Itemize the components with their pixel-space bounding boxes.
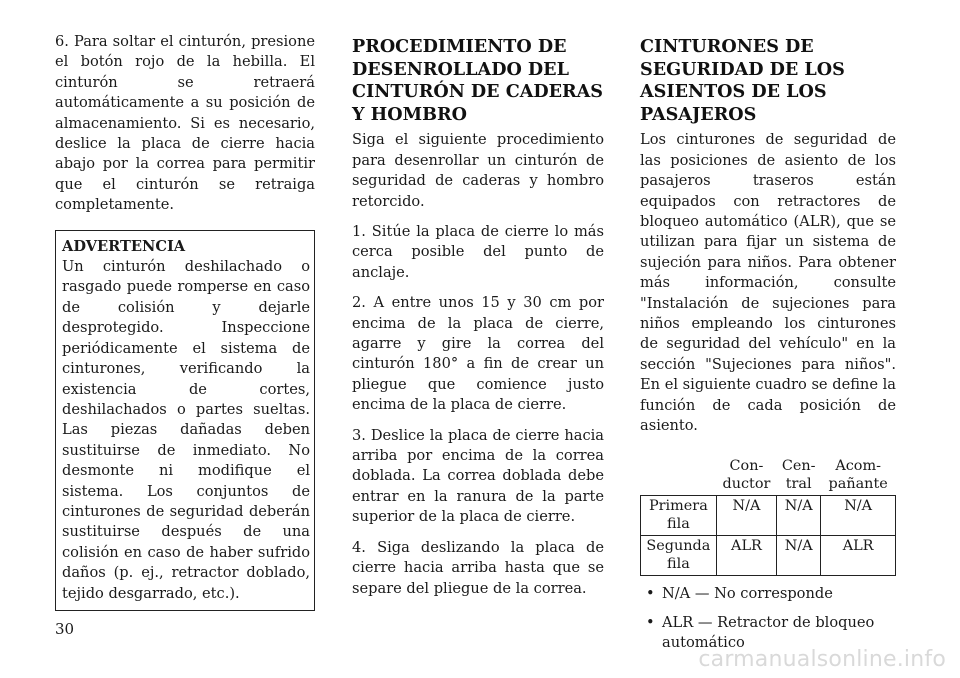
table-cell: ALR (716, 536, 776, 576)
watermark: carmanualsonline.info (698, 647, 946, 672)
row-label-second: Segunda fila (641, 536, 717, 576)
table-header-passenger: Acom-pañante (828, 458, 888, 492)
warning-box (55, 230, 315, 611)
table-header-driver: Con-ductor (722, 458, 771, 492)
passenger-belts-paragraph: Los cinturones de seguridad de las posiciones de asiento de los pasajeros traseros están equipados con retractores de bloqueo automático (ALR), que se utilizan para fijar un sistema de sujeción para niños. Para obtener más información, consulte "Instalación de sujeciones para niños empleando los cinturones de seguridad del vehículo" en la sección "Sujeciones para niños". En el siguiente cuadro se define la función de cada posición de asiento. (640, 131, 896, 435)
table-cell: N/A (777, 496, 821, 536)
step-3: 3. Deslice la placa de cierre hacia arriba por encima de la correa doblada. La correa doblada debe entrar en la ranura de la parte superior de la placa de cierre. (352, 426, 604, 526)
table-header-row (641, 458, 896, 496)
table-header-center: Cen-tral (781, 458, 816, 492)
warning-body: Un cinturón deshilachado o rasgado puede romperse en caso de colisión y dejarle desprotegido. Inspeccione periódicamente el sistema de cinturones, verificando la existencia de cortes, deshilachados o partes sueltas. Las piezas dañadas deben sustituirse de inmediato. No desmonte ni modifique el sistema. Los conjuntos de cinturones de seguridad deberán sustituirse después de una colisión en caso de haber sufrido daños (p. ej., retractor doblado, tejido desgarrado, etc.). (62, 258, 310, 602)
table-cell: N/A (777, 536, 821, 576)
bullet-icon: • (646, 585, 655, 603)
intro-paragraph: Siga el siguiente procedimiento para desenrollar un cinturón de seguridad de caderas y hombro retorcido. (352, 131, 604, 210)
seating-position-table (640, 458, 896, 576)
warning-title: ADVERTENCIA (62, 237, 186, 255)
column-left (55, 32, 315, 611)
table-cell: N/A (821, 496, 896, 536)
legend-text: ALR — Retractor de bloqueo automático (662, 613, 875, 652)
legend-item (640, 584, 896, 604)
section-heading-passenger-belts: CINTURONES DE SEGURIDAD DE LOS ASIENTOS DE LOS PASAJEROS (640, 36, 845, 125)
table-row (641, 536, 896, 576)
legend-text: N/A — No corresponde (662, 585, 833, 603)
step-6-paragraph: 6. Para soltar el cinturón, presione el botón rojo de la hebilla. El cinturón se retraerá automáticamente a su posición de almacenamiento. Si es necesario, deslice la placa de cierre hacia abajo por la correa para permitir que el cinturón se retraiga completamente. (55, 33, 315, 214)
column-right (640, 32, 896, 662)
table-corner-cell (641, 458, 717, 496)
page-number: 30 (55, 620, 75, 638)
row-label-first: Primera fila (641, 496, 717, 536)
table-cell: ALR (821, 536, 896, 576)
bullet-icon: • (646, 613, 655, 631)
table-cell: N/A (716, 496, 776, 536)
step-4: 4. Siga deslizando la placa de cierre hacia arriba hasta que se separe del pliegue de la correa. (352, 538, 604, 597)
step-1: 1. Sitúe la placa de cierre lo más cerca posible del punto de anclaje. (352, 223, 604, 281)
table-legend (640, 584, 896, 653)
table-row (641, 496, 896, 536)
section-heading-unwind: PROCEDIMIENTO DE DESENROLLADO DEL CINTURÓN DE CADERAS Y HOMBRO (352, 36, 603, 125)
step-2: 2. A entre unos 15 y 30 cm por encima de la placa de cierre, agarre y gire la correa del cinturón 180° a fin de crear un pliegue que comience justo encima de la placa de cierre. (352, 294, 604, 414)
column-middle (352, 32, 604, 609)
